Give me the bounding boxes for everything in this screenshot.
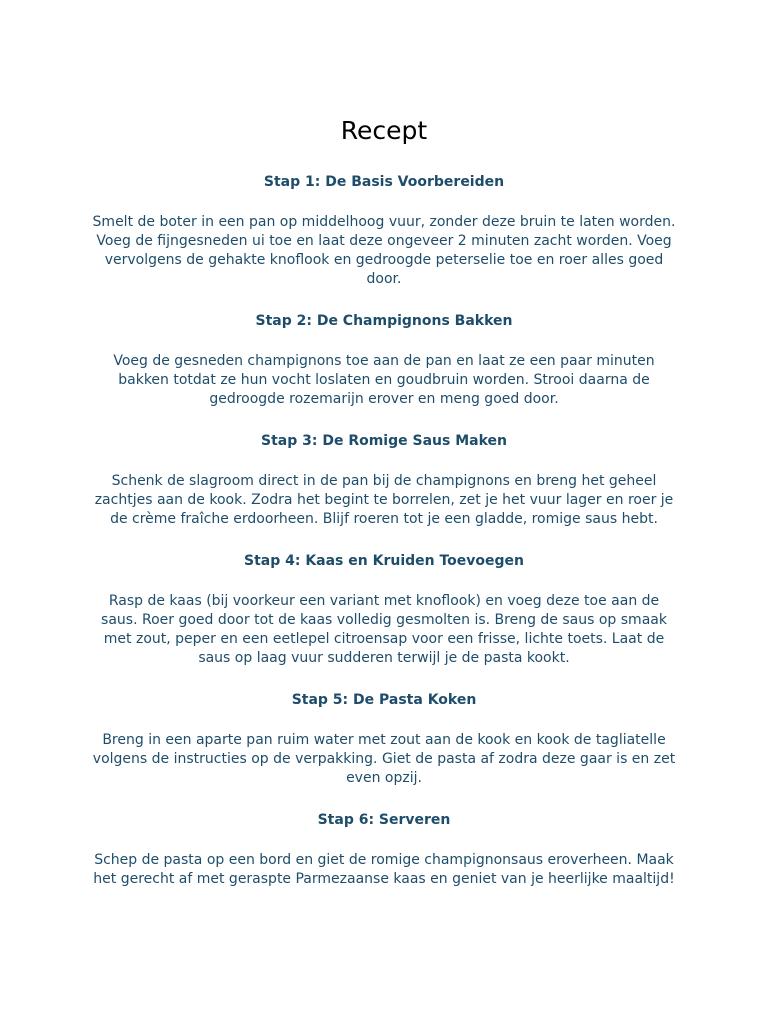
step-4-body: Rasp de kaas (bij voorkeur een variant met knoflook) en voeg deze toe aan de saus. Roer goed door tot de kaas volledig gesmolten is. Breng de saus op smaak met zout, peper en een eetlepel citroensap voor een frisse, lichte toets. Laat de saus op laag vuur sudderen terwijl je de pasta kookt.: [101, 593, 667, 666]
page-title: Recept: [340, 116, 428, 145]
step-5-heading: Stap 5: De Pasta Koken: [291, 692, 477, 708]
step-1-heading: Stap 1: De Basis Voorbereiden: [263, 174, 505, 190]
step-3-heading: Stap 3: De Romige Saus Maken: [261, 433, 507, 449]
step-3-body: Schenk de slagroom direct in de pan bij de champignons en breng het geheel zachtjes aan de kook. Zodra het begint te borrelen, zet je het vuur lager en roer je de crème fraîche erdoorheen. Blijf roeren tot je een gladde, romige saus hebt.: [94, 473, 674, 527]
step-6-body: Schep de pasta op een bord en giet de romige champignonsaus eroverheen. Maak het gerecht af met geraspte Parmezaanse kaas en geniet van je heerlijke maaltijd!: [93, 852, 675, 887]
step-2-body: Voeg de gesneden champignons toe aan de pan en laat ze een paar minuten bakken totdat ze hun vocht loslaten en goudbruin worden. Strooi daarna de gedroogde rozemarijn erover en meng goed door.: [113, 353, 655, 407]
step-1-body: Smelt de boter in een pan op middelhoog vuur, zonder deze bruin te laten worden. Voeg de fijngesneden ui toe en laat deze ongeveer 2 minuten zacht worden. Voeg vervolgens de gehakte knoflook en gedroogde peterselie toe en roer alles goed door.: [92, 214, 676, 287]
step-6-heading: Stap 6: Serveren: [317, 812, 451, 828]
step-4-heading: Stap 4: Kaas en Kruiden Toevoegen: [243, 553, 525, 569]
step-5-body: Breng in een aparte pan ruim water met zout aan de kook en kook de tagliatelle volgens de instructies op de verpakking. Giet de pasta af zodra deze gaar is en zet even opzij.: [92, 732, 676, 786]
step-2-heading: Stap 2: De Champignons Bakken: [255, 313, 513, 329]
recipe-steps: [90, 171, 678, 910]
